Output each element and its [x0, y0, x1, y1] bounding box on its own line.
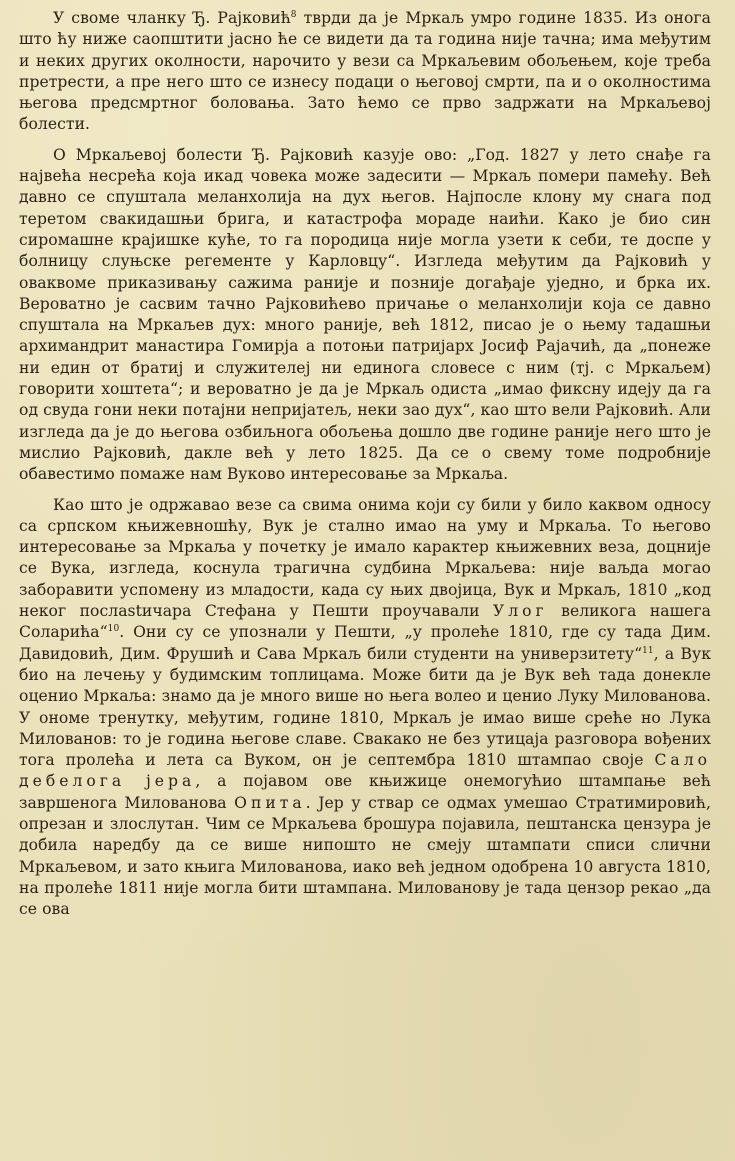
paragraph-3-text-b: великога нашега Соларића“	[19, 602, 711, 642]
paragraph-1	[19, 8, 711, 136]
footnote-ref-10: 10	[107, 624, 120, 635]
paragraph-1-text: У своме чланку Ђ. Рајковић	[53, 9, 291, 27]
paragraph-3-text-e: , а појавом ове књижице онемогућио штампање већ завршенога Милованова	[19, 772, 711, 812]
paragraph-3-text-f: . Јер у ствар се одмах умешао Стратимировић, опрезан и злослутан. Чим се Мркаљева брошура појавила, пештанска цензура је добила наредбу да се више нипошто не смеју штампати списи слични Мркаљевом, и зато књига Милованова, иако већ једном одобрена 10 августа 1810, на пролеће 1811 није могла бити штампана. Милованову је тада цензор рекао „да се ова	[19, 793, 711, 919]
footnote-ref-11: 11	[642, 645, 654, 656]
paragraph-2-text: О Мркаљевој болести Ђ. Рајковић казује ово: „Год. 1827 у лето снађе га највећа несрећа која икад човека може задесити — Мркаљ помери памећу. Већ давно се спуштала меланхолија на дух његов. Најпосле клону му снага под теретом свакидашњи брига, и катастрофа мораде наићи. Како је био син сиромашне крајишке куће, то га породица није могла узети к себи, те доспе у болницу слуњске регементе у Карловцу“. Изгледа међутим да Рајковић у оваквоме приказивању сажима раније и позније догађаје уједно, и брка их. Вероватно је сасвим тачно Рајковићево причање о меланхолији која се давно спуштала на Мркаљев дух: много раније, већ 1812, писао је о њему тадашњи архимандрит манастира Гомирја а потоњи патријарх Јосиф Рајачић, да „понеже ни един от братиј и служителеј ни единога словесе с ним (тј. с Мркаљем) говорити хоштета“; и вероватно је да је Мркаљ одиста „имао фиксну идеју да га од свуда гони неки потајни непријатељ, неки зао дух“, као што вели Рајковић. Али изгледа да је до његова озбиљнога обољења дошло две године раније него што је мислио Рајковић, дакле већ у лето 1825. Да се о свему томе подробније обавестимо помаже нам Вуково интересовање за Мркаља.	[19, 145, 711, 484]
title-salo-debeloga-jera: Сало дебелога јера	[19, 751, 711, 791]
paragraph-3-text-d: , а Вук био на лечењу у будимским топлицама. Може бити да је Вук већ тада донекле оценио Мркаља: знамо да је много више но њега волео и ценио Луку Милованова. У ономе тренутку, међутим, године 1810, Мркаљ је имао више среће но Лука Милованов: то је година његове славе. Свакако не без утицаја разговора вођених тога пролећа и лета са Вуком, он је септембра 1810 штампао своје	[19, 644, 711, 770]
paragraph-3	[19, 495, 711, 921]
paragraph-1-text-cont: тврди да је Мркаљ умро године 1835. Из онога што ћу ниже саопштити јасно ће се видети да та година није тачна; има међутим и неких других околности, нарочито у вези са Мркаљевим обољењем, које треба претрести, а пре него што се изнесу подаци о његовој смрти, па и о околностима његова предсмртног боловања. Зато ћемо се прво задржати на Мркаљевој болести.	[19, 9, 711, 134]
paragraph-2	[19, 145, 711, 486]
title-ulog: Улог	[492, 602, 548, 621]
title-opita: Опита	[234, 793, 306, 812]
footnote-ref-8: 8	[290, 10, 297, 20]
paragraph-3-text: Као што је одржавао везе са свима онима који су били у било каквом односу са српском књижевношћу, Вук је стално имао на уму и Мркаља. То његово интересовање за Мркаља у почетку је имало карактер књижевних веза, доцније се Вука, изгледа, коснула трагична судбина Мркаљева: није ваљда могао заборавити успомену из младости, када су њих двојица, Вук и Мркаљ, 1810 „код неког послastичара Стефана у Пешти проучавали	[19, 495, 711, 621]
paragraph-3-text-c: . Они су се упознали у Пешти, „у пролеће 1810, где су тада Дим. Давидовић, Дим. Фрушић и Сава Мркаљ били студенти на универзитету“	[19, 623, 711, 663]
